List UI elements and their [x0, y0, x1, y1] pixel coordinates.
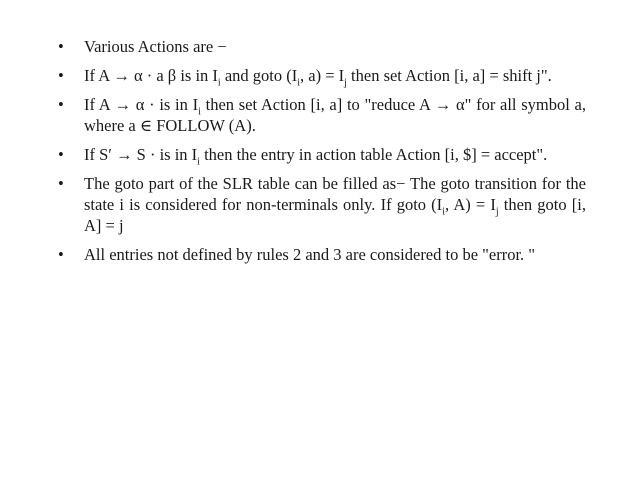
bullet-text: , a) = I [300, 66, 345, 85]
bullet-text: If A → α · a β is in I [84, 66, 218, 85]
bullet-icon: • [58, 174, 64, 193]
subscript: i [217, 77, 221, 89]
bullet-icon: • [58, 95, 64, 114]
bullet-text: If S′ → S · is in I [84, 145, 198, 164]
bullet-text: and goto (I [220, 66, 298, 85]
bullet-text: Various Actions are − [84, 37, 227, 56]
bullet-text: then the entry in action table Action [i, $] = accept". [199, 145, 548, 164]
bullet-item [56, 65, 586, 89]
bullet-text: then set Action [i, a] to "reduce A → α" for all symbol a, where a ∈ FOLLOW (A). [84, 95, 586, 135]
subscript: i [198, 106, 201, 118]
bullet-text: then set Action [i, a] = shift j". [346, 66, 552, 85]
bullet-icon: • [58, 37, 64, 56]
bullet-text: , A) = I [444, 195, 496, 214]
bullet-icon: • [58, 66, 64, 85]
bullet-item [56, 36, 586, 57]
bullet-item [56, 144, 586, 168]
bullet-text: The goto part of the SLR table can be filled as− The goto transition for the state i is considered for non-terminals only. If goto (I [84, 174, 586, 214]
bullet-text: If A → α · is in I [84, 95, 199, 114]
subscript: i [297, 77, 300, 89]
bullet-text: then goto [i, A] = j [84, 195, 586, 235]
bullet-icon: • [58, 145, 64, 164]
subscript: i [197, 156, 200, 168]
bullet-item [56, 94, 586, 136]
bullet-icon: • [58, 245, 64, 264]
bullet-list [56, 36, 586, 273]
subscript: j [495, 206, 499, 218]
subscript: i [442, 206, 445, 218]
subscript: j [344, 77, 347, 89]
bullet-item [56, 244, 586, 265]
bullet-item [56, 173, 586, 236]
bullet-text: All entries not defined by rules 2 and 3 are considered to be "error. " [84, 245, 536, 264]
